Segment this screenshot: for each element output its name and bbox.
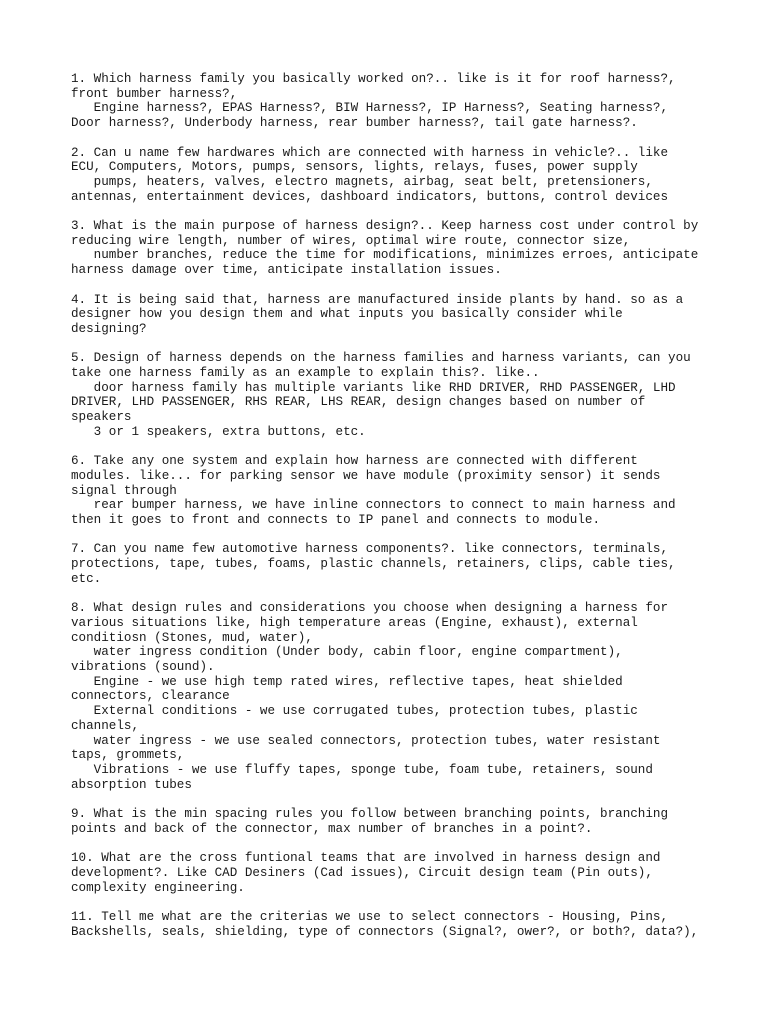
text-line: channels,: [71, 718, 140, 733]
text-line: conditiosn (Stones, mud, water),: [71, 630, 313, 645]
question-paragraph: [71, 454, 711, 528]
question-paragraph: [71, 351, 711, 439]
text-line: points and back of the connector, max number of branches in a point?.: [71, 821, 593, 836]
text-line: 3 or 1 speakers, extra buttons, etc.: [71, 424, 366, 439]
text-line: front bumber harness?,: [71, 86, 238, 101]
text-line: 10. What are the cross funtional teams that are involved in harness design and: [71, 851, 661, 866]
text-line: complexity engineering.: [71, 880, 245, 895]
text-line: antennas, entertainment devices, dashboard indicators, buttons, control devices: [71, 189, 669, 204]
text-line: 6. Take any one system and explain how harness are connected with different: [71, 454, 638, 469]
text-line: Engine harness?, EPAS Harness?, BIW Harness?, IP Harness?, Seating harness?,: [71, 101, 669, 116]
document-page: [71, 72, 711, 954]
text-line: taps, grommets,: [71, 748, 185, 763]
text-line: speakers: [71, 410, 132, 425]
text-line: ECU, Computers, Motors, pumps, sensors, lights, relays, fuses, power supply: [71, 160, 638, 175]
text-line: vibrations (sound).: [71, 660, 215, 675]
text-line: signal through: [71, 483, 177, 498]
text-line: Backshells, seals, shielding, type of connectors (Signal?, ower?, or both?, data?),: [71, 924, 699, 939]
question-paragraph: [71, 146, 711, 205]
text-line: Vibrations - we use fluffy tapes, sponge tube, foam tube, retainers, sound: [71, 762, 653, 777]
text-line: take one harness family as an example to explain this?. like..: [71, 366, 540, 380]
question-paragraph: [71, 293, 711, 337]
text-line: number branches, reduce the time for modifications, minimizes erroes, anticipate: [71, 248, 699, 263]
text-line: 8. What design rules and considerations you choose when designing a harness for: [71, 601, 669, 616]
text-line: designing?: [71, 321, 147, 336]
text-line: 7. Can you name few automotive harness components?. like connectors, terminals,: [71, 542, 669, 557]
question-paragraph: [71, 601, 711, 792]
text-line: modules. like... for parking sensor we have module (proximity sensor) it sends: [71, 468, 661, 483]
text-line: water ingress condition (Under body, cabin floor, engine compartment),: [71, 645, 623, 660]
text-line: rear bumper harness, we have inline connectors to connect to main harness and: [71, 498, 676, 513]
question-paragraph: [71, 851, 711, 895]
text-line: 3. What is the main purpose of harness design?.. Keep harness cost under control by: [71, 219, 699, 233]
text-line: development?. Like CAD Desiners (Cad issues), Circuit design team (Pin outs),: [71, 865, 653, 880]
text-line: Door harness?, Underbody harness, rear bumber harness?, tail gate harness?.: [71, 116, 638, 131]
text-line: various situations like, high temperature areas (Engine, exhaust), external: [71, 615, 638, 630]
question-paragraph: [71, 807, 711, 836]
text-line: connectors, clearance: [71, 689, 230, 704]
text-line: 5. Design of harness depends on the harness families and harness variants, can you: [71, 351, 691, 366]
text-line: absorption tubes: [71, 777, 192, 792]
text-line: DRIVER, LHD PASSENGER, RHS REAR, LHS REAR, design changes based on number of: [71, 395, 646, 410]
text-line: 11. Tell me what are the criterias we use to select connectors - Housing, Pins,: [71, 909, 669, 924]
text-line: 2. Can u name few hardwares which are connected with harness in vehicle?.. like: [71, 145, 669, 160]
text-line: pumps, heaters, valves, electro magnets, airbag, seat belt, pretensioners,: [71, 174, 653, 189]
text-line: reducing wire length, number of wires, optimal wire route, connector size,: [71, 233, 631, 248]
question-paragraph: [71, 219, 711, 278]
text-line: Engine - we use high temp rated wires, reflective tapes, heat shielded: [71, 674, 623, 689]
text-line: protections, tape, tubes, foams, plastic channels, retainers, clips, cable ties,: [71, 557, 676, 572]
question-paragraph: [71, 542, 711, 586]
text-line: water ingress - we use sealed connectors, protection tubes, water resistant: [71, 733, 661, 748]
text-line: harness damage over time, anticipate installation issues.: [71, 263, 502, 278]
text-line: door harness family has multiple variants like RHD DRIVER, RHD PASSENGER, LHD: [71, 380, 676, 395]
text-line: 1. Which harness family you basically worked on?.. like is it for roof harness?,: [71, 72, 676, 86]
text-line: etc.: [71, 571, 102, 586]
text-line: then it goes to front and connects to IP panel and connects to module.: [71, 513, 601, 528]
text-line: designer how you design them and what inputs you basically consider while: [71, 307, 623, 322]
text-line: 4. It is being said that, harness are manufactured inside plants by hand. so as a: [71, 292, 684, 307]
text-line: 9. What is the min spacing rules you follow between branching points, branching: [71, 807, 669, 822]
question-paragraph: [71, 72, 711, 131]
text-line: External conditions - we use corrugated tubes, protection tubes, plastic: [71, 704, 638, 719]
question-paragraph: [71, 910, 711, 939]
